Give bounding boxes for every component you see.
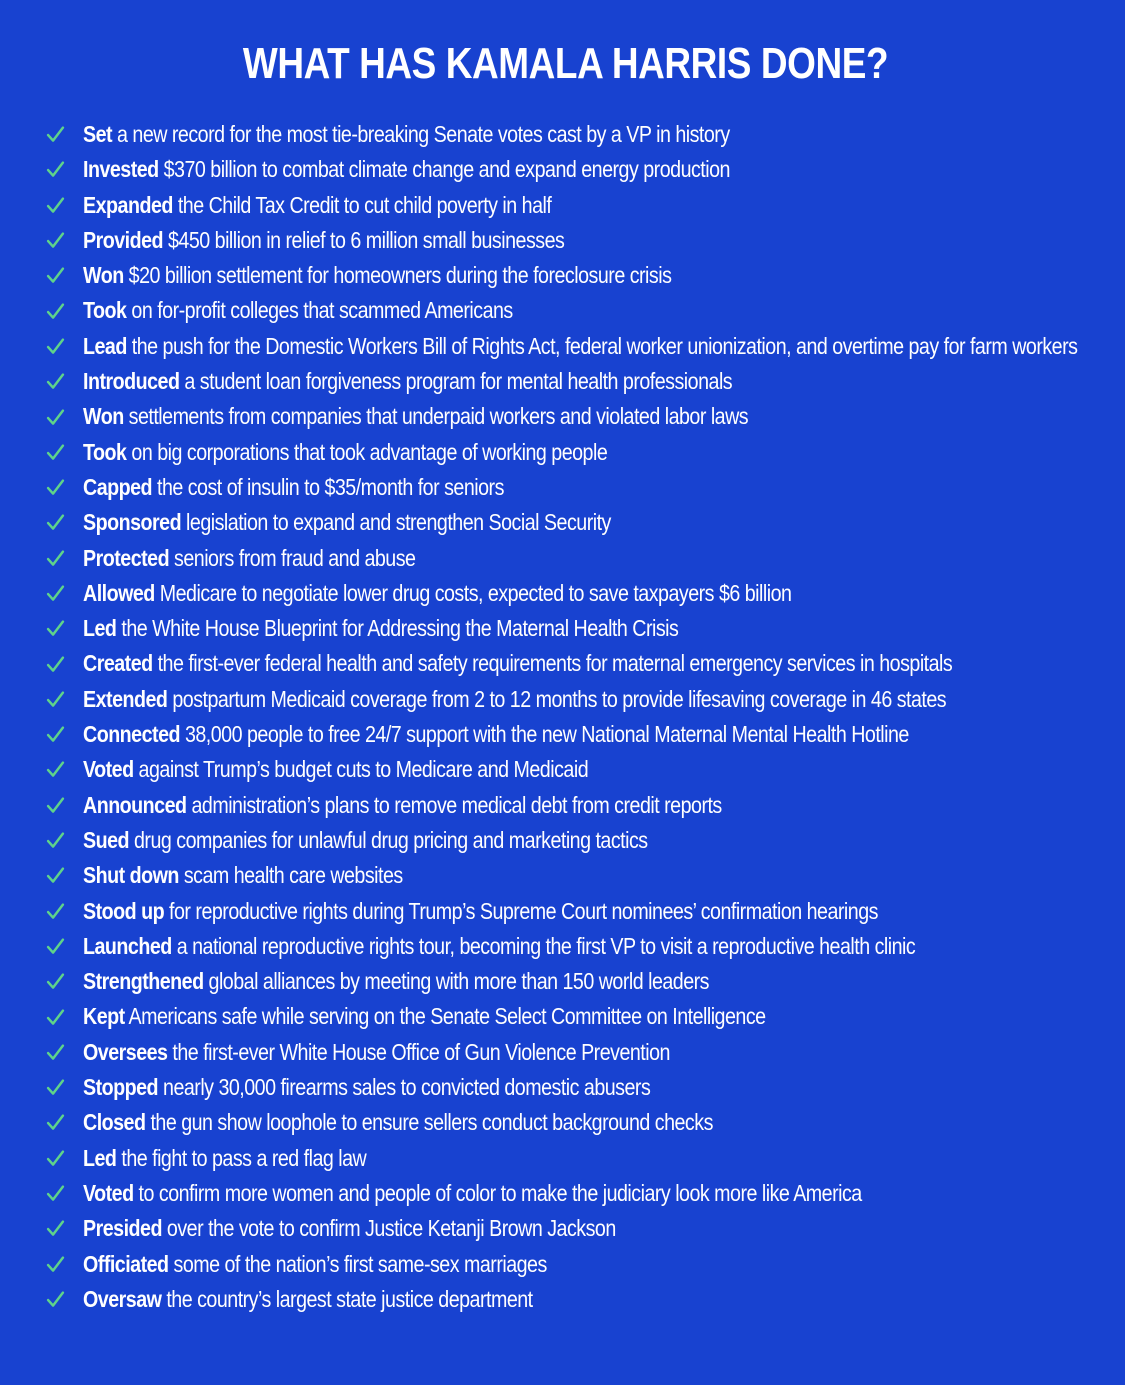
list-item-text — [83, 1211, 1086, 1246]
list-item-detail: a student loan forgiveness program for mental health professionals — [179, 368, 733, 395]
list-item-action: Introduced — [83, 368, 180, 395]
list-item-detail: scam health care websites — [178, 862, 403, 889]
check-mark-icon — [46, 117, 83, 152]
list-item-text — [83, 576, 1086, 611]
list-item-text — [83, 682, 1092, 717]
check-mark-icon — [46, 1282, 83, 1317]
list-item-detail: $450 billion in relief to 6 million small businesses — [163, 226, 565, 253]
list-item-text — [83, 293, 1086, 328]
list-item — [46, 188, 1086, 223]
check-mark-icon — [46, 717, 83, 752]
list-item-detail: administration’s plans to remove medical debt from credit reports — [186, 791, 722, 818]
list-item — [46, 364, 1086, 399]
list-item-text — [83, 258, 1086, 293]
list-item-action: Officiated — [83, 1250, 169, 1277]
list-item-text — [83, 823, 1086, 858]
list-item — [46, 470, 1086, 505]
list-item-detail: Medicare to negotiate lower drug costs, expected to save taxpayers $6 billion — [154, 579, 792, 606]
check-mark-icon — [46, 646, 83, 681]
list-item-action: Presided — [83, 1215, 162, 1242]
list-item-detail: a new record for the most tie-breaking Senate votes cast by a VP in history — [112, 121, 730, 147]
list-item-text — [83, 611, 1086, 646]
list-item — [46, 1035, 1086, 1070]
list-item-detail: the White House Blueprint for Addressing the Maternal Health Crisis — [116, 615, 679, 642]
page-title: WHAT HAS KAMALA HARRIS DONE? — [242, 39, 889, 88]
check-mark-icon — [46, 541, 83, 576]
list-item-action: Set — [83, 121, 113, 147]
check-mark-icon — [46, 894, 83, 929]
list-item — [46, 1070, 1086, 1105]
check-mark-icon — [46, 505, 83, 540]
list-item — [46, 682, 1086, 717]
list-item — [46, 858, 1086, 893]
list-item-text — [83, 788, 1086, 823]
list-item-action: Created — [83, 650, 153, 677]
list-item-action: Extended — [83, 685, 168, 712]
list-item-detail: $370 billion to combat climate change and expand energy production — [158, 156, 730, 183]
list-item-action: Announced — [83, 791, 187, 818]
list-item-text — [83, 117, 1086, 152]
check-mark-icon — [46, 682, 83, 717]
list-item-action: Launched — [83, 932, 172, 959]
check-mark-icon — [46, 1035, 83, 1070]
list-item-text — [83, 470, 1086, 505]
list-item — [46, 399, 1086, 434]
list-item-action: Sued — [83, 826, 130, 853]
list-item-detail: postpartum Medicaid coverage from 2 to 12 months to provide lifesaving coverage in 46 states — [167, 685, 947, 712]
list-item — [46, 929, 1086, 964]
list-item-action: Oversees — [83, 1038, 168, 1065]
achievements-list — [46, 117, 1086, 1317]
list-item-text — [83, 964, 1086, 999]
check-mark-icon — [46, 293, 83, 328]
list-item-action: Voted — [83, 1179, 134, 1206]
list-item-text — [83, 505, 1086, 540]
list-item-detail: the Child Tax Credit to cut child poverty in half — [172, 191, 552, 218]
list-item-detail: seniors from fraud and abuse — [169, 544, 416, 571]
list-item-detail: over the vote to confirm Justice Ketanji Brown Jackson — [161, 1215, 616, 1242]
list-item-text — [83, 1141, 1086, 1176]
list-item-action: Voted — [83, 756, 134, 783]
list-item-text — [83, 329, 1086, 364]
list-item-detail: on for-profit colleges that scammed Americans — [126, 297, 513, 324]
list-item-text — [83, 858, 1086, 893]
list-item-detail: the push for the Domestic Workers Bill of Rights Act, federal worker unionization, and overtime pay for farm workers — [126, 332, 1078, 359]
list-item-action: Led — [83, 1144, 117, 1171]
list-item-action: Oversaw — [83, 1285, 162, 1312]
list-item — [46, 1211, 1086, 1246]
list-item-detail: Americans safe while serving on the Senate Select Committee on Intelligence — [124, 1003, 766, 1030]
check-mark-icon — [46, 752, 83, 787]
check-mark-icon — [46, 1247, 83, 1282]
list-item-text — [83, 929, 1086, 964]
list-item-action: Strengthened — [83, 968, 204, 995]
list-item-text — [83, 752, 1086, 787]
list-item — [46, 1176, 1086, 1211]
list-item-detail: 38,000 people to free 24/7 support with the new National Maternal Mental Health Hotline — [180, 721, 909, 748]
list-item-detail: global alliances by meeting with more than 150 world leaders — [203, 968, 710, 995]
list-item — [46, 258, 1086, 293]
list-item-detail: against Trump’s budget cuts to Medicare and Medicaid — [133, 756, 589, 783]
list-item — [46, 717, 1086, 752]
list-item-detail: $20 billion settlement for homeowners during the foreclosure crisis — [123, 262, 672, 289]
list-item-action: Shut down — [83, 862, 179, 889]
list-item — [46, 894, 1086, 929]
list-item — [46, 576, 1086, 611]
list-item-detail: to confirm more women and people of color to make the judiciary look more like America — [133, 1179, 862, 1206]
list-item-text — [83, 152, 1086, 187]
list-item — [46, 1247, 1086, 1282]
check-mark-icon — [46, 329, 83, 364]
check-mark-icon — [46, 399, 83, 434]
list-item-action: Expanded — [83, 191, 173, 218]
list-item — [46, 223, 1086, 258]
list-item-text — [83, 188, 1086, 223]
list-item-detail: the country’s largest state justice department — [161, 1285, 533, 1312]
list-item — [46, 788, 1086, 823]
list-item-action: Won — [83, 403, 124, 430]
list-item — [46, 1105, 1086, 1140]
list-item-text — [83, 646, 1100, 681]
check-mark-icon — [46, 788, 83, 823]
list-item-text — [83, 1176, 1086, 1211]
list-item-detail: on big corporations that took advantage of working people — [126, 438, 608, 465]
list-item-detail: settlements from companies that underpaid workers and violated labor laws — [123, 403, 749, 430]
list-item — [46, 293, 1086, 328]
list-item-action: Took — [83, 438, 127, 465]
list-item-action: Led — [83, 615, 117, 642]
list-item — [46, 752, 1086, 787]
list-item-action: Invested — [83, 156, 159, 183]
check-mark-icon — [46, 823, 83, 858]
list-item — [46, 505, 1086, 540]
list-item-detail: legislation to expand and strengthen Social Security — [181, 509, 611, 536]
list-item-detail: the first-ever federal health and safety requirements for maternal emergency services in hospitals — [152, 650, 953, 677]
list-item-detail: the first-ever White House Office of Gun Violence Prevention — [167, 1038, 670, 1065]
list-item — [46, 964, 1086, 999]
list-item — [46, 152, 1086, 187]
list-item-text — [83, 999, 1086, 1034]
list-item — [46, 1141, 1086, 1176]
check-mark-icon — [46, 964, 83, 999]
list-item-action: Connected — [83, 721, 181, 748]
check-mark-icon — [46, 470, 83, 505]
list-item-detail: a national reproductive rights tour, becoming the first VP to visit a reproductive health clinic — [171, 932, 916, 959]
list-item-text — [83, 1282, 1086, 1317]
list-item-action: Allowed — [83, 579, 155, 606]
list-item-text — [83, 364, 1086, 399]
list-item-text — [83, 435, 1086, 470]
list-item-action: Won — [83, 262, 124, 289]
list-item — [46, 541, 1086, 576]
check-mark-icon — [46, 858, 83, 893]
list-item-detail: some of the nation’s first same-sex marriages — [168, 1250, 547, 1277]
list-item — [46, 611, 1086, 646]
list-item-action: Provided — [83, 226, 164, 253]
list-item-action: Sponsored — [83, 509, 182, 536]
list-item-detail: the fight to pass a red flag law — [116, 1144, 367, 1171]
check-mark-icon — [46, 1141, 83, 1176]
list-item-text — [83, 894, 1086, 929]
list-item-text — [83, 399, 1086, 434]
check-mark-icon — [46, 929, 83, 964]
check-mark-icon — [46, 223, 83, 258]
list-item-text — [83, 717, 1086, 752]
list-item-text — [83, 1035, 1086, 1070]
list-item-action: Took — [83, 297, 127, 324]
list-item-detail: drug companies for unlawful drug pricing and marketing tactics — [129, 826, 648, 853]
list-item-text — [83, 541, 1086, 576]
check-mark-icon — [46, 1211, 83, 1246]
list-item — [46, 999, 1086, 1034]
list-item-text — [83, 1070, 1086, 1105]
list-item-detail: the cost of insulin to $35/month for seniors — [152, 473, 504, 500]
check-mark-icon — [46, 188, 83, 223]
list-item-action: Stopped — [83, 1074, 159, 1101]
list-item-action: Protected — [83, 544, 170, 571]
list-item-text — [83, 223, 1086, 258]
list-item-detail: the gun show loophole to ensure sellers conduct background checks — [145, 1109, 713, 1136]
check-mark-icon — [46, 435, 83, 470]
list-item — [46, 435, 1086, 470]
list-item — [46, 117, 1086, 152]
check-mark-icon — [46, 1105, 83, 1140]
list-item-text — [83, 1247, 1086, 1282]
list-item — [46, 646, 1086, 681]
list-item-text — [83, 1105, 1086, 1140]
list-item-action: Kept — [83, 1003, 125, 1030]
check-mark-icon — [46, 364, 83, 399]
list-item-action: Capped — [83, 473, 153, 500]
check-mark-icon — [46, 1176, 83, 1211]
list-item-action: Stood up — [83, 897, 165, 924]
list-item-detail: for reproductive rights during Trump’s Supreme Court nominees’ confirmation hearings — [164, 897, 878, 924]
list-item — [46, 823, 1086, 858]
list-item-action: Closed — [83, 1109, 146, 1136]
list-item-action: Lead — [83, 332, 127, 359]
check-mark-icon — [46, 258, 83, 293]
check-mark-icon — [46, 1070, 83, 1105]
check-mark-icon — [46, 152, 83, 187]
list-item — [46, 329, 1086, 364]
list-item-detail: nearly 30,000 firearms sales to convicted domestic abusers — [158, 1074, 651, 1101]
check-mark-icon — [46, 576, 83, 611]
list-item — [46, 1282, 1086, 1317]
check-mark-icon — [46, 999, 83, 1034]
check-mark-icon — [46, 611, 83, 646]
